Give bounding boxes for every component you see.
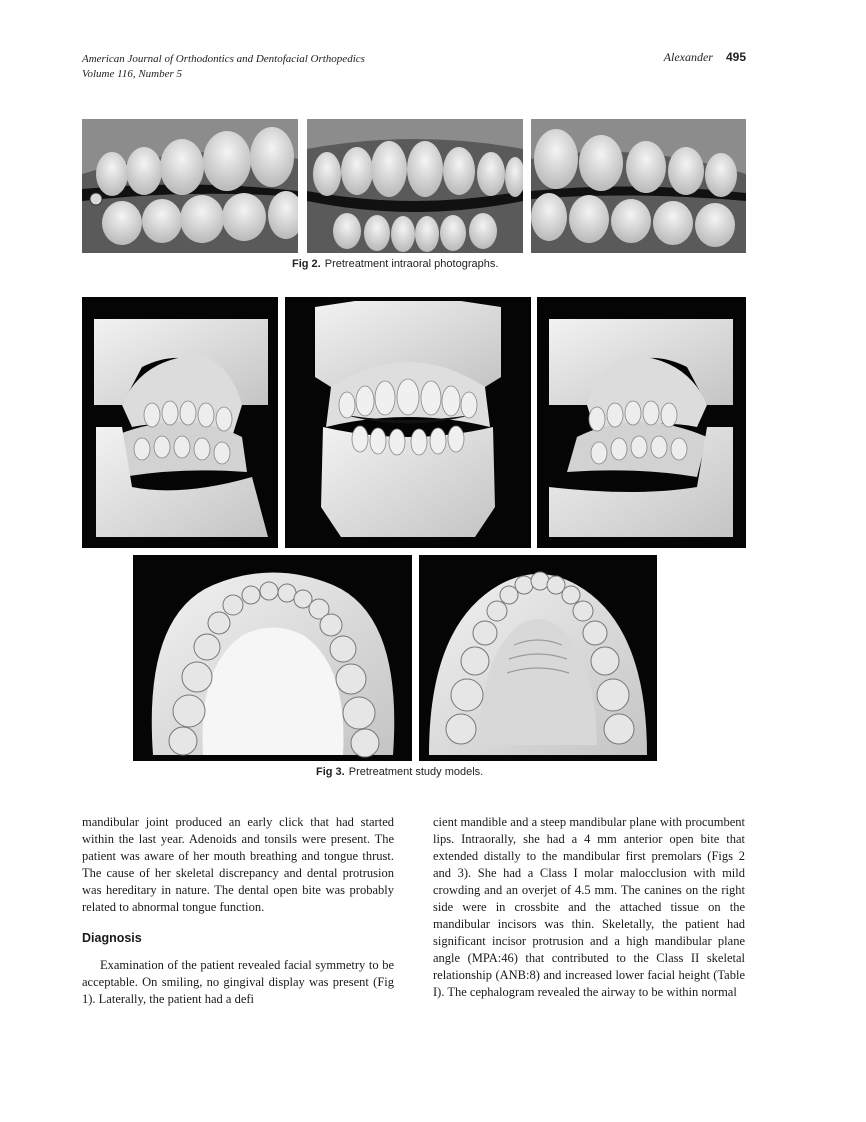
figure-2-label: Fig 2. [292,258,321,270]
study-model-maxillary-occlusal [419,555,657,761]
body-paragraph-diagnosis: Examination of the patient revealed facial symmetry to be acceptable. On smiling, no gingival display was present (Fig 1). Laterally, the patient had a defi [82,958,394,1006]
section-heading-diagnosis: Diagnosis [82,931,142,945]
figure-3-label: Fig 3. [316,766,345,778]
running-header-right [664,50,746,65]
figure-3-text: Pretreatment study models. [348,766,484,778]
author-name: Alexander [663,50,713,64]
page-number: 495 [725,50,746,64]
body-column-left [82,814,394,1008]
intraoral-photo-frontal [307,119,523,253]
intraoral-photo-right [82,119,298,253]
running-header-journal [82,52,365,82]
study-model-left-lateral [537,297,746,548]
body-column-right [433,814,745,1001]
journal-volume: Volume 116, Number 5 [82,68,183,80]
study-model-frontal [285,297,531,548]
study-model-right-lateral [82,297,278,548]
figure-3-caption [316,766,483,778]
figure-2-caption [292,258,498,270]
figure-2-text: Pretreatment intraoral photographs. [324,258,499,270]
journal-title: American Journal of Orthodontics and Dentofacial Orthopedics [82,53,365,65]
intraoral-photo-left [531,119,746,253]
body-paragraph-continued: cient mandible and a steep mandibular plane with procumbent lips. Intraorally, she had a 4 mm anterior open bite that extended distally to the mandibular first premolars (Figs 2 and 3). She had a Class I molar malocclusion with mild crowding and an overjet of 4.5 mm. The canines on the right side were in crossbite and the attached tissue on the mandibular incisors was thin. Skeletally, the patient had significant incisor protrusion and a high mandibular plane angle (MPA:46) that contributed to the Class II skeletal relationship (ANB:8) and increased lower facial height (Table I). The cephalogram revealed the airway to be within normal [433,815,745,999]
body-paragraph: mandibular joint produced an early click that had started within the last year. Adenoids and tonsils were present. The patient was aware of her mouth breathing and tongue thrust. The cause of her skeletal discrepancy and dental protrusion was hereditary in nature. The dental open bite was probably related to abnormal tongue function. [82,815,394,914]
study-model-mandibular-occlusal [133,555,412,761]
